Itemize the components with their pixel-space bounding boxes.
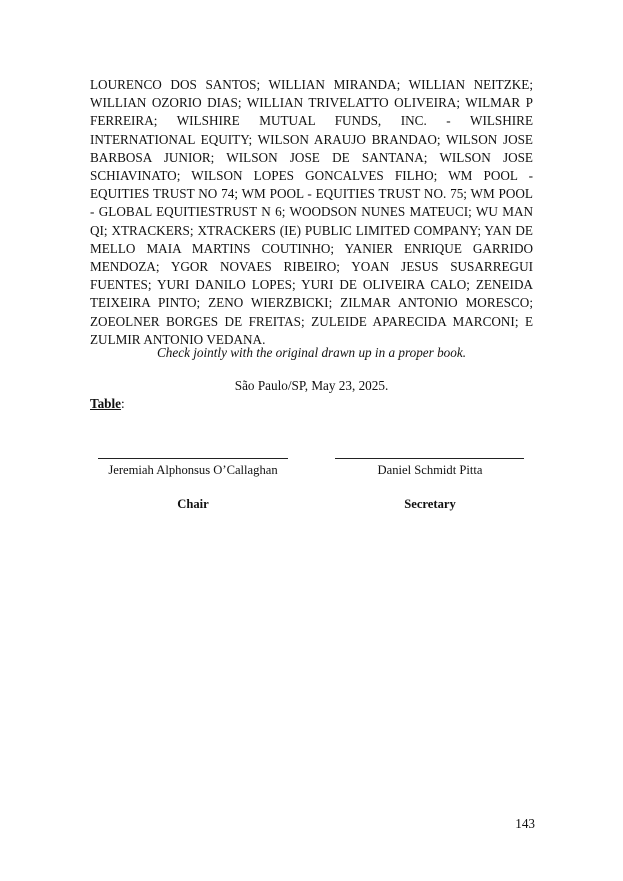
shareholder-list-paragraph: LOURENCO DOS SANTOS; WILLIAN MIRANDA; WILLIAN NEITZKE; WILLIAN OZORIO DIAS; WILLIAN TRIVELATTO OLIVEIRA; WILMAR P FERREIRA; WILSHIRE MUTUAL FUNDS, INC. - WILSHIRE INTERNATIONAL EQUITY; WILSON ARAUJO BRANDAO; WILSON JOSE BARBOSA JUNIOR; WILSON JOSE DE SANTANA; WILSON JOSE SCHIAVINATO; WILSON LOPES GONCALVES FILHO; WM POOL - EQUITIES TRUST NO 74; WM POOL - EQUITIES TRUST NO. 75; WM POOL - GLOBAL EQUITIESTRUST N 6; WOODSON NUNES MATEUCI; WU MAN QI; XTRACKERS; XTRACKERS (IE) PUBLIC LIMITED COMPANY; YAN DE MELLO MAIA MARTINS COUTINHO; YANIER ENRIQUE GARRIDO MENDOZA; YGOR NOVAES RIBEIRO; YOAN JESUS SUSARREGUI FUENTES; YURI DANILO LOPES; YURI DE OLIVEIRA CALO; ZENEIDA TEIXEIRA PINTO; ZENO WIERZBICKI; ZILMAR ANTONIO MORESCO; ZOEOLNER BORGES DE FREITAS; ZULEIDE APARECIDA MARCONI; E ZULMIR ANTONIO VEDANA. [90,77,533,347]
chair-name: Jeremiah Alphonsus O’Callaghan [108,463,278,477]
table-label [90,395,125,413]
secretary-name: Daniel Schmidt Pitta [377,463,483,477]
table-label-text: Table [90,396,122,411]
secretary-signature-line [335,458,524,459]
table-label-colon: : [121,396,125,411]
original-book-note: Check jointly with the original drawn up in a proper book. [156,345,467,360]
place-date: São Paulo/SP, May 23, 2025. [234,378,389,393]
chair-role: Chair [177,497,209,511]
chair-signature-line [98,458,288,459]
page-number: 143 [515,816,535,831]
secretary-role: Secretary [404,497,456,511]
